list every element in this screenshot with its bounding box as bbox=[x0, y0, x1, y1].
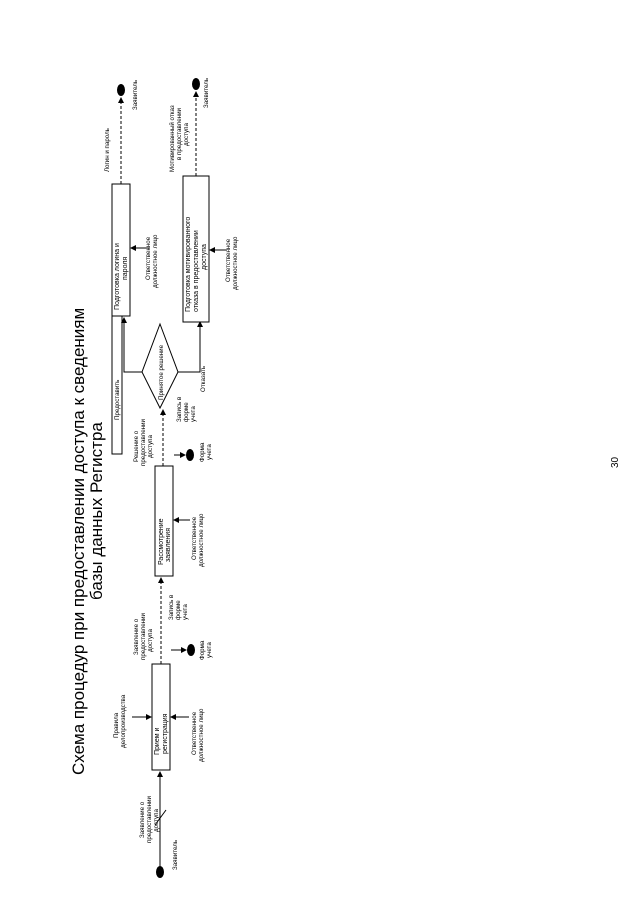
form-1-line1: Форма bbox=[199, 640, 206, 660]
responsible-3-line2: должностное лицо bbox=[152, 234, 159, 288]
refusal-output-line2: в предоставлении bbox=[176, 108, 183, 160]
box-review-line1: Рассмотрение bbox=[158, 518, 165, 565]
responsible-2-line2: должностное лицо bbox=[198, 513, 205, 567]
application-input-line1: Заявление о bbox=[139, 801, 146, 838]
registered-app-line3: доступа bbox=[147, 629, 154, 652]
box-refusal-line2: отказа в предоставлении bbox=[193, 230, 200, 312]
refusal-output-line1: Мотивированный отказ bbox=[169, 105, 176, 172]
box-login-line2: пароля bbox=[122, 256, 129, 280]
journal-1-line3: учета bbox=[182, 604, 189, 620]
box-review-line2: заявления bbox=[165, 528, 172, 562]
journal-1-line1: Запись в bbox=[168, 594, 175, 620]
refusal-output-line3: доступа bbox=[183, 123, 190, 146]
application-input-line2: предоставлении bbox=[146, 796, 153, 843]
form-2-line1: Форма bbox=[199, 442, 206, 462]
responsible-4-line1: Ответственное bbox=[225, 238, 232, 282]
journal-2-line3: учета bbox=[190, 406, 197, 422]
application-input-line3: доступа bbox=[153, 809, 160, 832]
responsible-1-line2: должностное лицо bbox=[198, 708, 205, 762]
registered-app-line1: Заявление о bbox=[133, 618, 140, 655]
form-1-line2: учета bbox=[206, 642, 213, 658]
form-1-terminal bbox=[187, 644, 195, 656]
journal-1-line2: форме bbox=[175, 600, 182, 620]
diagram-title-line1: Схема процедур при предоставлении доступа к сведениям bbox=[69, 307, 88, 775]
end-terminal-1 bbox=[117, 84, 125, 96]
form-2-terminal bbox=[186, 449, 194, 461]
responsible-3-line1: Ответственное bbox=[145, 236, 152, 280]
diagram-title-line2: базы данных Регистра bbox=[87, 422, 106, 600]
responsible-2-line1: Ответственное bbox=[191, 516, 198, 560]
decision-doc-line3: доступа bbox=[147, 435, 154, 458]
flow-grant bbox=[124, 318, 142, 372]
deny-label: Отказать bbox=[200, 365, 207, 392]
responsible-4-line2: должностное лицо bbox=[232, 236, 239, 290]
login-output-label: Логин и пароль bbox=[104, 128, 111, 172]
applicant-start-label: Заявитель bbox=[172, 839, 179, 870]
decision-doc-line2: предоставлении bbox=[140, 419, 147, 466]
grant-label: Предоставить bbox=[114, 379, 121, 420]
journal-2-line2: форме bbox=[183, 402, 190, 422]
start-terminal bbox=[156, 866, 164, 878]
applicant-end-1-label: Заявитель bbox=[132, 79, 139, 110]
form-2-line2: учета bbox=[206, 444, 213, 460]
decision-doc-line1: Решение о bbox=[133, 430, 140, 462]
journal-2-line1: Запись в bbox=[176, 396, 183, 422]
box-receive-line2: регистрация bbox=[162, 713, 169, 754]
decision-diamond-label: Принятое решение bbox=[158, 344, 165, 400]
box-receive-line1: Прием и bbox=[154, 727, 161, 755]
box-refusal-line1: Подготовка мотивированного bbox=[185, 216, 192, 312]
box-refusal-line3: доступа bbox=[201, 244, 208, 270]
registered-app-line2: предоставлении bbox=[140, 613, 147, 660]
responsible-1-line1: Ответственное bbox=[191, 711, 198, 755]
page-number: 30 bbox=[610, 456, 621, 468]
flow-deny bbox=[178, 322, 200, 372]
rules-line1: Правила bbox=[113, 712, 120, 738]
end-terminal-2 bbox=[192, 78, 200, 90]
box-login-line1: Подготовка логина и bbox=[114, 243, 121, 310]
rules-line2: делопроизводства bbox=[120, 694, 127, 748]
applicant-end-2-label: Заявитель bbox=[203, 77, 210, 108]
